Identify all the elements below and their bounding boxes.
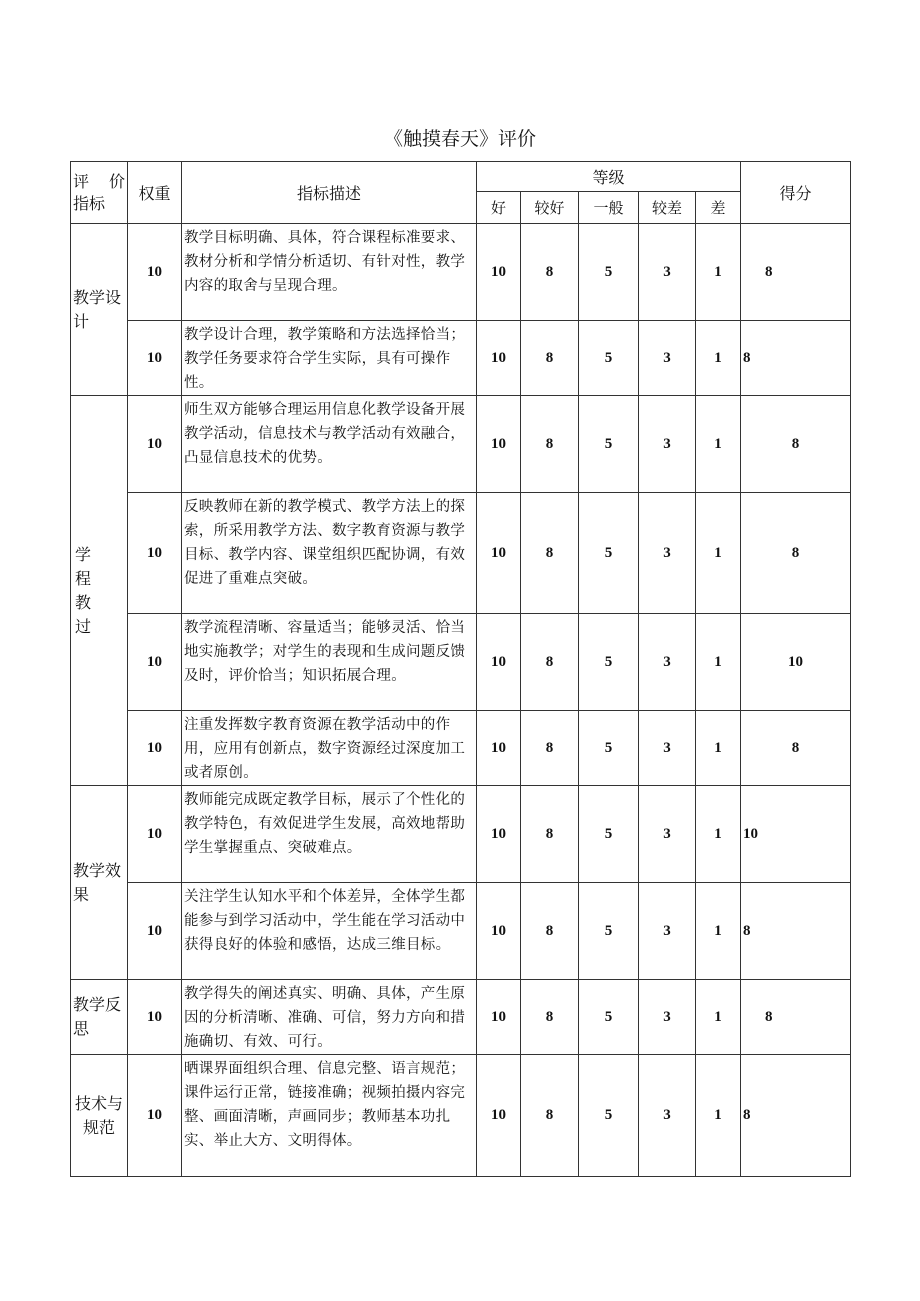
grade-cell: 10	[477, 396, 521, 493]
category-label-line1: 教学设	[73, 287, 122, 307]
grade-cell: 1	[696, 1055, 741, 1177]
score-cell: 8	[741, 321, 851, 396]
table-row	[71, 786, 851, 883]
grade-cell: 8	[521, 1055, 579, 1177]
category-label-line2: 果	[73, 884, 90, 904]
table-row	[71, 883, 851, 980]
header-description: 指标描述	[182, 162, 477, 224]
grade-cell: 5	[579, 1055, 639, 1177]
grade-cell: 5	[579, 493, 639, 614]
grade-cell: 1	[696, 493, 741, 614]
table-row	[71, 1055, 851, 1177]
grade-level-poor: 差	[696, 192, 741, 224]
grade-cell: 3	[639, 786, 696, 883]
category-label-line1: 技术与	[74, 1093, 123, 1113]
grade-cell: 10	[477, 321, 521, 396]
category-process	[71, 396, 128, 786]
grade-cell: 5	[579, 711, 639, 786]
grade-cell: 8	[521, 883, 579, 980]
grade-cell: 3	[639, 1055, 696, 1177]
grade-cell: 10	[477, 614, 521, 711]
grade-cell: 10	[477, 786, 521, 883]
header-indicator	[71, 162, 128, 224]
weight-cell: 10	[128, 786, 182, 883]
grade-cell: 1	[696, 980, 741, 1055]
grade-cell: 1	[696, 786, 741, 883]
weight-cell: 10	[128, 711, 182, 786]
score-cell: 8	[741, 396, 851, 493]
weight-cell: 10	[128, 1055, 182, 1177]
grade-cell: 1	[696, 321, 741, 396]
grade-cell: 3	[639, 321, 696, 396]
category-technique	[71, 1055, 128, 1177]
grade-cell: 5	[579, 786, 639, 883]
score-cell: 10	[741, 614, 851, 711]
grade-cell: 5	[579, 614, 639, 711]
weight-cell: 10	[128, 321, 182, 396]
score-cell: 8	[741, 711, 851, 786]
grade-cell: 5	[579, 396, 639, 493]
grade-cell: 3	[639, 711, 696, 786]
header-score: 得分	[741, 162, 851, 224]
grade-cell: 10	[477, 224, 521, 321]
description-cell: 教学流程清晰、容量适当；能够灵活、恰当地实施教学；对学生的表现和生成问题反馈及时，评价恰当；知识拓展合理。	[182, 614, 477, 711]
description-cell: 师生双方能够合理运用信息化教学设备开展教学活动，信息技术与教学活动有效融合，凸显信息技术的优势。	[182, 396, 477, 493]
description-cell: 注重发挥数字教育资源在教学活动中的作用，应用有创新点，数字资源经过深度加工或者原创。	[182, 711, 477, 786]
grade-cell: 8	[521, 396, 579, 493]
category-label-line1: 教学效	[73, 860, 122, 880]
table-row	[71, 493, 851, 614]
grade-cell: 1	[696, 614, 741, 711]
category-char: 过	[75, 616, 92, 636]
grade-cell: 8	[521, 224, 579, 321]
grade-cell: 1	[696, 883, 741, 980]
category-char: 教	[75, 592, 92, 612]
category-label-line2: 计	[73, 311, 90, 331]
description-cell: 晒课界面组织合理、信息完整、语言规范；课件运行正常，链接准确；视频拍摄内容完整、画面清晰，声画同步；教师基本功扎实、举止大方、文明得体。	[182, 1055, 477, 1177]
grade-cell: 3	[639, 493, 696, 614]
category-char: 程	[75, 568, 92, 588]
header-weight: 权重	[128, 162, 182, 224]
table-row	[71, 980, 851, 1055]
grade-cell: 5	[579, 321, 639, 396]
score-cell: 10	[741, 786, 851, 883]
grade-cell: 10	[477, 711, 521, 786]
grade-cell: 1	[696, 224, 741, 321]
weight-cell: 10	[128, 224, 182, 321]
table-row	[71, 396, 851, 493]
table-row	[71, 321, 851, 396]
grade-cell: 8	[521, 614, 579, 711]
grade-cell: 5	[579, 224, 639, 321]
score-cell: 8	[741, 980, 851, 1055]
grade-cell: 3	[639, 883, 696, 980]
score-cell: 8	[741, 493, 851, 614]
weight-cell: 10	[128, 396, 182, 493]
grade-cell: 3	[639, 396, 696, 493]
description-cell: 教学目标明确、具体，符合课程标准要求、教材分析和学情分析适切、有针对性，教学内容的取舍与呈现合理。	[182, 224, 477, 321]
category-label-line2: 规范	[82, 1117, 115, 1137]
description-cell: 教师能完成既定教学目标，展示了个性化的教学特色，有效促进学生发展，高效地帮助学生掌握重点、突破难点。	[182, 786, 477, 883]
evaluation-table	[70, 161, 851, 1177]
grade-cell: 3	[639, 980, 696, 1055]
grade-cell: 10	[477, 980, 521, 1055]
grade-cell: 8	[521, 786, 579, 883]
grade-level-fairly-poor: 较差	[639, 192, 696, 224]
description-cell: 教学得失的阐述真实、明确、具体，产生原因的分析清晰、准确、可信，努力方向和措施确切、有效、可行。	[182, 980, 477, 1055]
grade-cell: 10	[477, 1055, 521, 1177]
grade-cell: 1	[696, 711, 741, 786]
table-row	[71, 224, 851, 321]
description-cell: 关注学生认知水平和个体差异，全体学生都能参与到学习活动中，学生能在学习活动中获得良好的体验和感悟，达成三维目标。	[182, 883, 477, 980]
weight-cell: 10	[128, 493, 182, 614]
grade-cell: 5	[579, 980, 639, 1055]
grade-cell: 8	[521, 493, 579, 614]
grade-level-average: 一般	[579, 192, 639, 224]
category-effect	[71, 786, 128, 980]
score-cell: 8	[741, 883, 851, 980]
category-label-line2: 思	[73, 1019, 90, 1038]
grade-cell: 10	[477, 493, 521, 614]
grade-cell: 1	[696, 396, 741, 493]
header-grade: 等级	[477, 162, 741, 192]
score-cell: 8	[741, 1055, 851, 1177]
weight-cell: 10	[128, 980, 182, 1055]
category-design	[71, 224, 128, 396]
weight-cell: 10	[128, 614, 182, 711]
table-row	[71, 614, 851, 711]
grade-cell: 3	[639, 224, 696, 321]
description-cell: 教学设计合理，教学策略和方法选择恰当；教学任务要求符合学生实际，具有可操作性。	[182, 321, 477, 396]
grade-cell: 3	[639, 614, 696, 711]
grade-level-fairly-good: 较好	[521, 192, 579, 224]
category-label-line1: 教学反	[73, 995, 122, 1014]
weight-cell: 10	[128, 883, 182, 980]
document-title: 《触摸春天》评价	[383, 128, 536, 150]
header-indicator-line1: 评 价	[73, 171, 128, 191]
description-cell: 反映教师在新的教学模式、教学方法上的探索，所采用教学方法、数字教育资源与教学目标、教学内容、课堂组织匹配协调，有效促进了重难点突破。	[182, 493, 477, 614]
grade-level-good: 好	[477, 192, 521, 224]
category-reflection	[71, 980, 128, 1055]
header-indicator-line2: 指标	[73, 193, 106, 213]
table-row	[71, 711, 851, 786]
grade-cell: 5	[579, 883, 639, 980]
category-char: 学	[75, 544, 92, 564]
score-cell: 8	[741, 224, 851, 321]
grade-cell: 8	[521, 980, 579, 1055]
grade-cell: 8	[521, 321, 579, 396]
grade-cell: 10	[477, 883, 521, 980]
grade-cell: 8	[521, 711, 579, 786]
